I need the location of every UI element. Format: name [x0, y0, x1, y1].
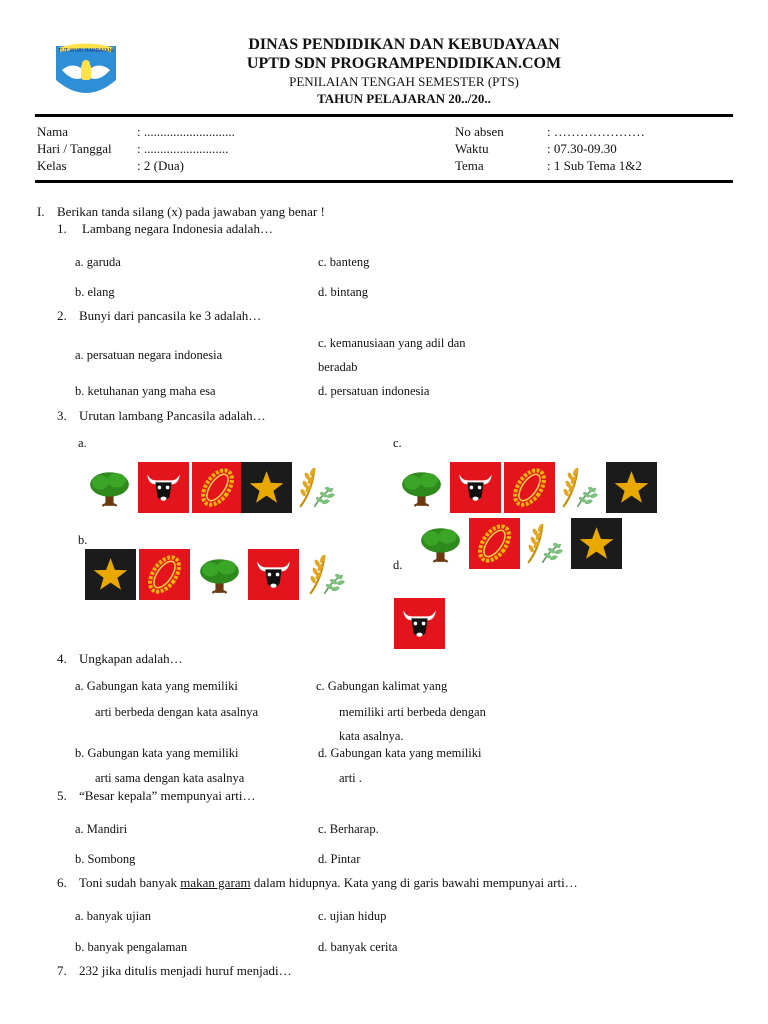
- q1-text: Lambang negara Indonesia adalah…: [82, 221, 273, 236]
- q1-number: 1.: [57, 221, 67, 236]
- rice-cotton-icon: [520, 518, 571, 569]
- bull-head-icon: [248, 549, 299, 600]
- kelas-label: Kelas: [37, 158, 67, 173]
- banyan-tree-icon: [415, 518, 466, 569]
- star-icon: [241, 462, 292, 513]
- q3-label-a[interactable]: a.: [78, 436, 87, 450]
- q1-option-b[interactable]: b. elang: [75, 285, 115, 299]
- header-line-2: UPTD SDN PROGRAMPENDIDIKAN.COM: [246, 55, 562, 72]
- bull-head-icon: [138, 462, 189, 513]
- absen-label: No absen: [455, 124, 504, 139]
- q5-option-a[interactable]: a. Mandiri: [75, 822, 128, 836]
- kelas-value: : 2 (Dua): [137, 158, 184, 173]
- star-icon: [85, 549, 136, 600]
- q6-text-underlined: makan garam: [180, 875, 251, 890]
- q5-option-d[interactable]: d. Pintar: [318, 852, 361, 866]
- tema-label: Tema: [455, 158, 484, 173]
- q3-label-d[interactable]: d.: [393, 558, 403, 572]
- q4-option-b-line2[interactable]: arti sama dengan kata asalnya: [95, 771, 245, 785]
- q6-option-c[interactable]: c. ujian hidup: [318, 909, 387, 923]
- q2-number: 2.: [57, 308, 67, 323]
- q6-number: 6.: [57, 875, 67, 890]
- chain-icon: [469, 518, 520, 569]
- absen-value: : …………………: [547, 124, 645, 139]
- nama-value: : ............................: [137, 124, 235, 139]
- q5-option-b[interactable]: b. Sombong: [75, 852, 136, 866]
- q6-option-d[interactable]: d. banyak cerita: [318, 940, 398, 954]
- q2-option-c-line2[interactable]: beradab: [318, 360, 358, 374]
- rice-cotton-icon: [302, 549, 353, 600]
- q3-number: 3.: [57, 408, 67, 423]
- q2-option-a[interactable]: a. persatuan negara indonesia: [75, 348, 223, 362]
- star-icon: [571, 518, 622, 569]
- header-line-1: DINAS PENDIDIKAN DAN KEBUDAYAAN: [248, 36, 560, 53]
- hari-label: Hari / Tanggal: [37, 141, 112, 156]
- q2-option-c-line1[interactable]: c. kemanusiaan yang adil dan: [318, 336, 466, 350]
- logo-text: TUT WURI HANDAYANI: [58, 48, 114, 54]
- rice-cotton-icon: [292, 462, 343, 513]
- nama-label: Nama: [37, 124, 69, 139]
- q6-option-a[interactable]: a. banyak ujian: [75, 909, 152, 923]
- q7-text: 232 jika ditulis menjadi huruf menjadi…: [79, 963, 292, 978]
- q3-label-b[interactable]: b.: [78, 533, 88, 547]
- q1-option-d[interactable]: d. bintang: [318, 285, 368, 299]
- tema-value: : 1 Sub Tema 1&2: [547, 158, 642, 173]
- q4-number: 4.: [57, 651, 67, 666]
- header-divider-bottom: [35, 180, 733, 183]
- q3-text: Urutan lambang Pancasila adalah…: [79, 408, 266, 423]
- q4-option-c-line3[interactable]: kata asalnya.: [339, 729, 404, 743]
- q1-option-c[interactable]: c. banteng: [318, 255, 370, 269]
- q6-text: [79, 875, 578, 891]
- bull-head-icon: [394, 598, 445, 649]
- q4-option-d-line1[interactable]: d. Gabungan kata yang memiliki: [318, 746, 482, 760]
- waktu-value: : 07.30-09.30: [547, 141, 617, 156]
- header-line-4: TAHUN PELAJARAN 20../20..: [317, 91, 491, 106]
- q4-option-c-line2[interactable]: memiliki arti berbeda dengan: [339, 705, 486, 719]
- q3-label-c[interactable]: c.: [393, 436, 402, 450]
- q1-option-a[interactable]: a. garuda: [75, 255, 121, 269]
- banyan-tree-icon: [396, 462, 447, 513]
- q5-number: 5.: [57, 788, 67, 803]
- q2-option-d[interactable]: d. persatuan indonesia: [318, 384, 430, 398]
- chain-icon: [139, 549, 190, 600]
- q7-number: 7.: [57, 963, 67, 978]
- q6-text-pre: Toni sudah banyak: [79, 875, 181, 890]
- section-number: I.: [37, 204, 45, 219]
- rice-cotton-icon: [555, 462, 606, 513]
- bull-head-icon: [450, 462, 501, 513]
- hari-value: : ..........................: [137, 141, 229, 156]
- q4-text: Ungkapan adalah…: [79, 651, 183, 666]
- q4-option-a-line2[interactable]: arti berbeda dengan kata asalnya: [95, 705, 259, 719]
- section-instruction: Berikan tanda silang (x) pada jawaban yang benar !: [57, 204, 325, 219]
- q2-option-b[interactable]: b. ketuhanan yang maha esa: [75, 384, 216, 398]
- star-icon: [606, 462, 657, 513]
- q5-option-c[interactable]: c. Berharap.: [318, 822, 379, 836]
- q4-option-d-line2[interactable]: arti .: [339, 771, 362, 785]
- q6-option-b[interactable]: b. banyak pengalaman: [75, 940, 188, 954]
- header-line-3: PENILAIAN TENGAH SEMESTER (PTS): [289, 74, 519, 89]
- q2-text: Bunyi dari pancasila ke 3 adalah…: [79, 308, 262, 323]
- q4-option-b-line1[interactable]: b. Gabungan kata yang memiliki: [75, 746, 239, 760]
- chain-icon: [192, 462, 243, 513]
- header-divider-top: [35, 114, 733, 117]
- q6-text-post: dalam hidupnya. Kata yang di garis bawahi mempunyai arti…: [250, 875, 578, 890]
- waktu-label: Waktu: [455, 141, 489, 156]
- q5-text: “Besar kepala” mempunyai arti…: [79, 788, 256, 803]
- chain-icon: [504, 462, 555, 513]
- q4-option-a-line1[interactable]: a. Gabungan kata yang memiliki: [75, 679, 238, 693]
- banyan-tree-icon: [194, 549, 245, 600]
- banyan-tree-icon: [84, 462, 135, 513]
- q4-option-c-line1[interactable]: c. Gabungan kalimat yang: [316, 679, 448, 693]
